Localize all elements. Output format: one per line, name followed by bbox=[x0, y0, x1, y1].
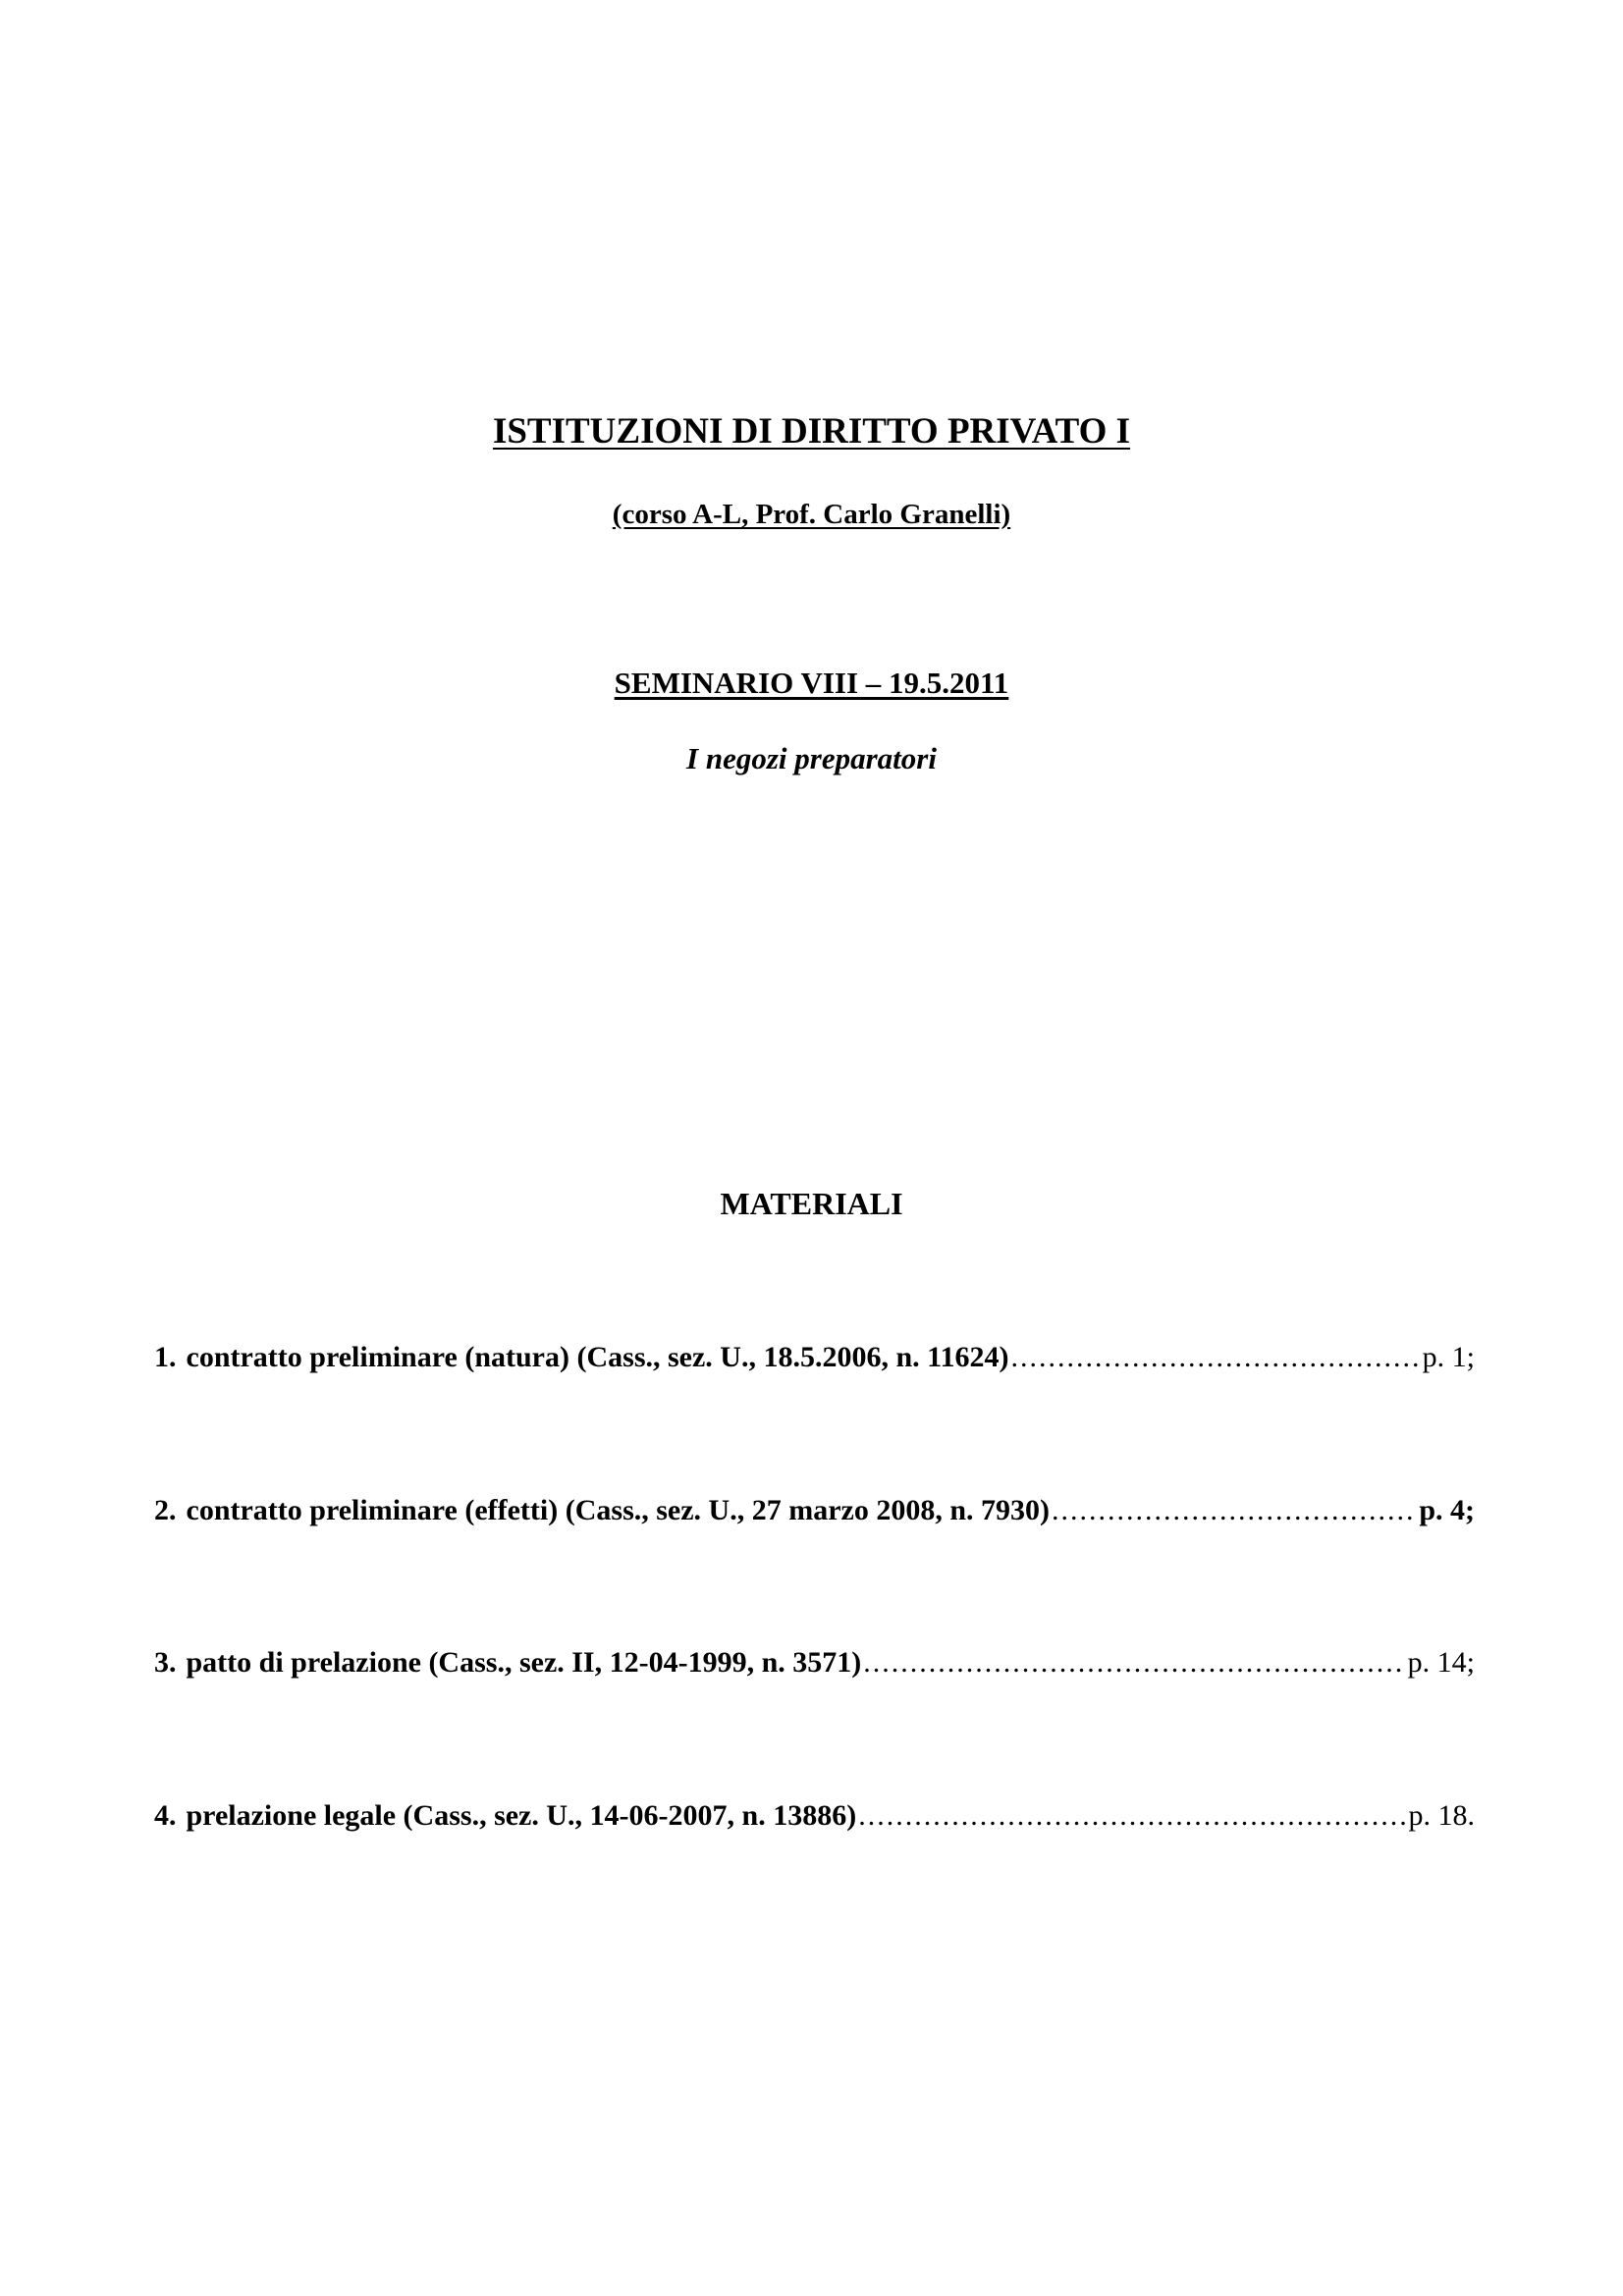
item-text: patto di prelazione (Cass., sez. II, 12-04-1999, n. 3571) bbox=[186, 1646, 862, 1679]
materials-list-item bbox=[154, 1646, 1475, 1680]
item-number: 3. bbox=[154, 1646, 177, 1679]
materials-list-item bbox=[154, 1341, 1475, 1374]
materials-heading: MATERIALI bbox=[720, 1186, 903, 1221]
item-number: 1. bbox=[154, 1341, 177, 1373]
item-text: contratto preliminare (natura) (Cass., sez. U., 18.5.2006, n. 11624) bbox=[186, 1341, 1009, 1373]
item-text: contratto preliminare (effetti) (Cass., sez. U., 27 marzo 2008, n. 7930) bbox=[186, 1494, 1051, 1526]
dot-leader bbox=[1010, 1341, 1420, 1374]
dot-leader bbox=[1052, 1494, 1417, 1527]
item-text: prelazione legale (Cass., sez. U., 14-06-2007, n. 13886) bbox=[186, 1799, 857, 1832]
item-number: 4. bbox=[154, 1799, 177, 1832]
materials-list-item bbox=[154, 1799, 1475, 1833]
seminar-topic: I negozi preparatori bbox=[686, 741, 937, 775]
dot-leader bbox=[858, 1799, 1406, 1833]
item-page: p. 14; bbox=[1407, 1646, 1475, 1679]
item-number: 2. bbox=[154, 1494, 177, 1526]
materials-list-item bbox=[154, 1494, 1475, 1527]
seminar-heading: SEMINARIO VIII – 19.5.2011 bbox=[614, 666, 1009, 700]
item-page: p. 18. bbox=[1408, 1799, 1475, 1832]
course-subtitle: (corso A-L, Prof. Carlo Granelli) bbox=[612, 499, 1011, 530]
item-page: p. 4; bbox=[1419, 1494, 1475, 1526]
document-title: ISTITUZIONI DI DIRITTO PRIVATO I bbox=[492, 411, 1131, 452]
dot-leader bbox=[863, 1646, 1405, 1680]
item-page: p. 1; bbox=[1422, 1341, 1475, 1373]
